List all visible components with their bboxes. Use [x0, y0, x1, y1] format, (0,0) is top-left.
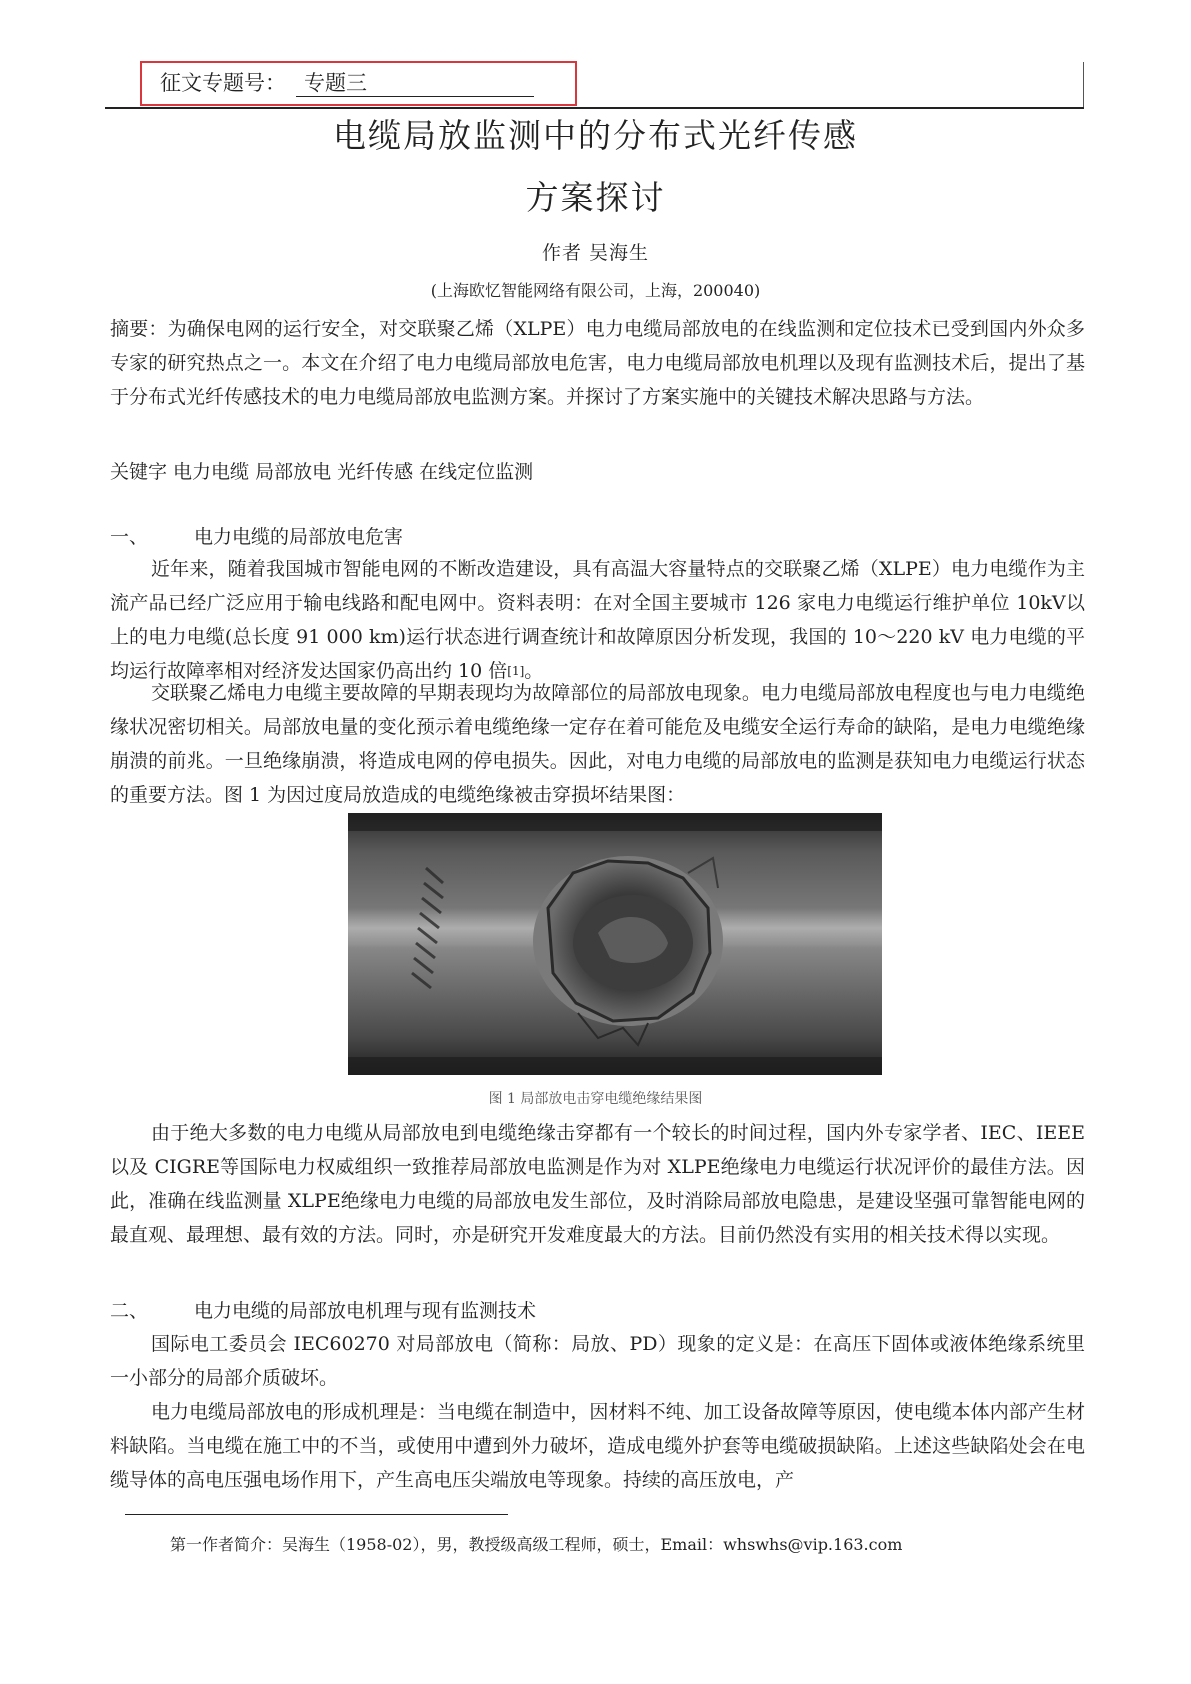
section-heading-1 [110, 520, 403, 554]
topic-value: 专题三 [296, 70, 534, 97]
header-tick-line [1083, 62, 1084, 108]
paper-title-line2: 方案探讨 [525, 178, 666, 217]
author-line: 作者 吴海生 [541, 242, 650, 264]
section-title: 电力电缆的局部放电危害 [194, 526, 404, 548]
paragraph-end: 。 [524, 660, 544, 682]
section-number: 一、 [110, 526, 149, 548]
paper-title-line1: 电缆局放监测中的分布式光纤传感 [333, 116, 858, 155]
section-number: 二、 [110, 1300, 149, 1322]
figure-caption: 图 1 局部放电击穿电缆绝缘结果图 [488, 1091, 703, 1107]
section-heading-2 [110, 1294, 536, 1328]
section1-paragraph-2: 交联聚乙烯电力电缆主要故障的早期表现均为故障部位的局部放电现象。电力电缆局部放电程度也与电力电缆绝缘状况密切相关。局部放电量的变化预示着电缆绝缘一定存在着可能危及电缆安全运行寿命的缺陷，是电力电缆绝缘崩溃的前兆。一旦绝缘崩溃，将造成电网的停电损失。因此，对电力电缆的局部放电的监测是获知电力电缆运行状态的重要方法。图 1 为因过度局放造成的电缆绝缘被击穿损坏结果图： [110, 682, 1085, 806]
abstract: 摘要：为确保电网的运行安全，对交联聚乙烯（XLPE）电力电缆局部放电的在线监测和定位技术已受到国内外众多专家的研究热点之一。本文在介绍了电力电缆局部放电危害，电力电缆局部放电机理以及现有监测技术后，提出了基于分布式光纤传感技术的电力电缆局部放电监测方案。并探讨了方案实施中的关键技术解决思路与方法。 [110, 318, 1085, 408]
section2-paragraph-2: 电力电缆局部放电的形成机理是：当电缆在制造中，因材料不纯、加工设备故障等原因，使电缆本体内部产生材料缺陷。当电缆在施工中的不当，或使用中遭到外力破坏，造成电缆外护套等电缆破损缺陷。上述这些缺陷处会在电缆导体的高电压强电场作用下，产生高电压尖端放电等现象。持续的高压放电，产 [110, 1401, 1085, 1491]
section1-paragraph-1 [110, 552, 1085, 688]
footnote: 第一作者简介：吴海生（1958-02），男，教授级高级工程师，硕士，Email：whswhs@vip.163.com [170, 1535, 903, 1554]
topic-number-box [140, 61, 577, 106]
section-title: 电力电缆的局部放电机理与现有监测技术 [194, 1300, 537, 1322]
affiliation-line: (上海欧忆智能网络有限公司，上海，200040) [430, 281, 761, 300]
paragraph-text: 近年来，随着我国城市智能电网的不断改造建设，具有高温大容量特点的交联聚乙烯（XLPE）电力电缆作为主流产品已经广泛应用于输电线路和配电网中。资料表明：在对全国主要城市 126 家电力电缆运行维护单位 10kV以上的电力电缆(总长度 91 000 km)运行状态进行调查统计和故障原因分析发现，我国的 10～220 kV 电力电缆的平均运行故障率相对经济发达国家仍高出约 10 倍 [110, 558, 1085, 682]
keywords: 关键字 电力电缆 局部放电 光纤传感 在线定位监测 [110, 461, 534, 483]
section2-paragraph-1: 国际电工委员会 IEC60270 对局部放电（简称：局放、PD）现象的定义是：在高压下固体或液体绝缘系统里一小部分的局部介质破坏。 [110, 1333, 1085, 1389]
header-rule [105, 107, 1084, 109]
footnote-rule [125, 1514, 508, 1515]
topic-label: 征文专题号： [160, 71, 286, 95]
paragraph-3: 由于绝大多数的电力电缆从局部放电到电缆绝缘击穿都有一个较长的时间过程，国内外专家学者、IEC、IEEE以及 CIGRE等国际电力权威组织一致推荐局部放电监测是作为对 XLPE绝缘电力电缆运行状况评价的最佳方法。因此，准确在线监测量 XLPE绝缘电力电缆的局部放电发生部位，及时消除局部放电隐患，是建设坚强可靠智能电网的最直观、最理想、最有效的方法。同时，亦是研究开发难度最大的方法。目前仍然没有实用的相关技术得以实现。 [110, 1122, 1085, 1246]
citation-ref: [1] [507, 664, 525, 678]
cable-damage-photo [348, 813, 882, 1075]
